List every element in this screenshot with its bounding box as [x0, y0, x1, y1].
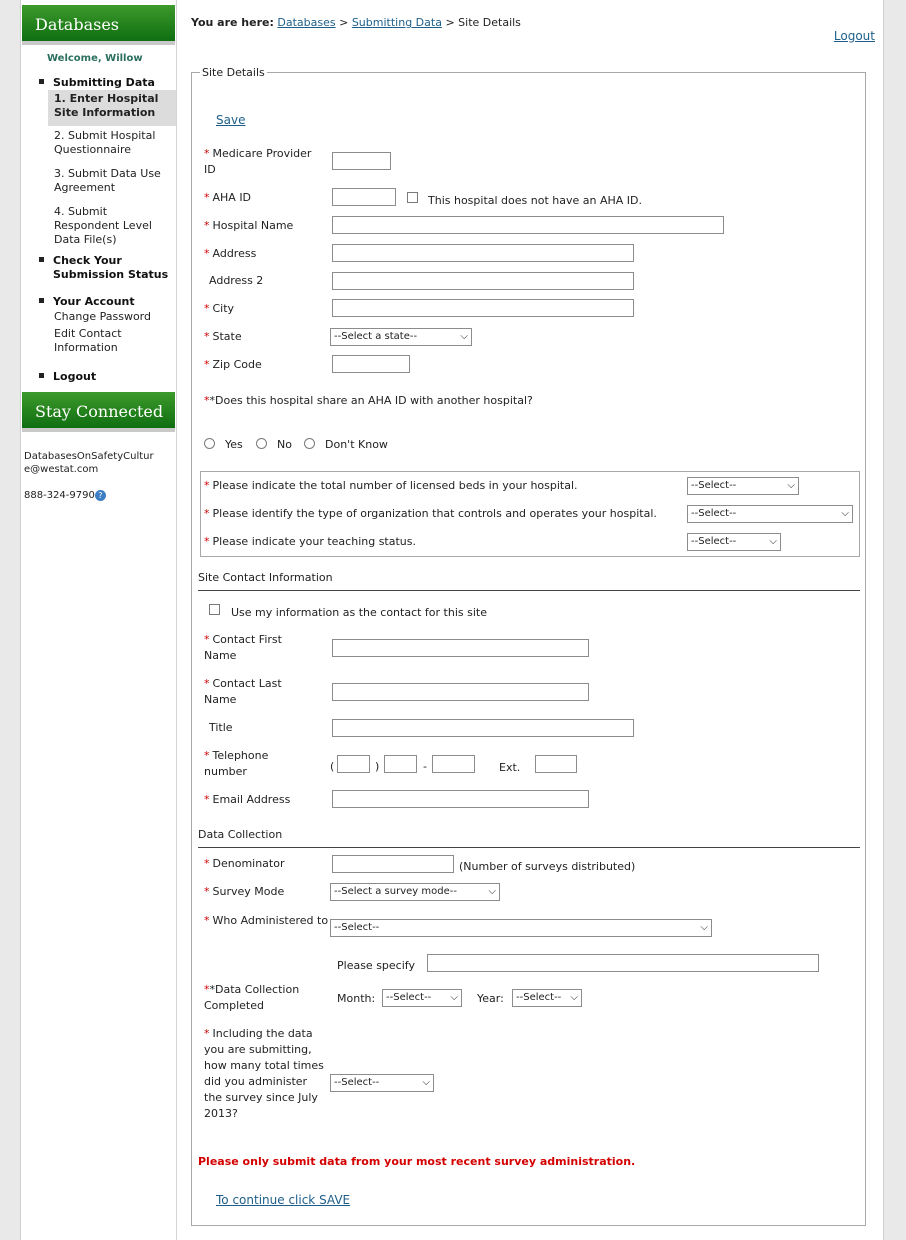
contact-section-title: Site Contact Information: [198, 571, 333, 584]
state-label: * State: [204, 330, 242, 343]
chevron-down-icon: ⌵: [450, 992, 458, 1003]
chevron-down-icon: ⌵: [422, 1077, 430, 1088]
state-select[interactable]: --Select a state-- ⌵: [330, 328, 472, 346]
survey-mode-select[interactable]: --Select a survey mode-- ⌵: [330, 883, 500, 901]
address-label: * Address: [204, 247, 257, 260]
first-name-input[interactable]: [332, 639, 589, 657]
crumb-sep: >: [445, 16, 455, 29]
share-no-radio[interactable]: [256, 438, 267, 449]
nav-logout[interactable]: Logout: [53, 370, 97, 383]
crumb-databases[interactable]: Databases: [277, 16, 336, 29]
last-name-input[interactable]: [332, 683, 589, 701]
crumb-sep: >: [339, 16, 349, 29]
warning-text: Please only submit data from your most recent survey administration.: [198, 1155, 636, 1168]
title-input[interactable]: [332, 719, 634, 737]
dc-completed-label: **Data Collection Completed: [204, 983, 300, 1012]
nav-submitting-data[interactable]: Submitting Data: [53, 76, 155, 89]
first-name-label: * Contact First Name: [204, 633, 282, 662]
phone-line-input[interactable]: [432, 755, 475, 773]
medicare-input[interactable]: [332, 152, 391, 170]
denominator-input[interactable]: [332, 855, 454, 873]
phone-dash: -: [423, 760, 427, 773]
org-type-question: * Please identify the type of organization that controls and operates your hospital.: [204, 507, 657, 520]
breadcrumb: [191, 16, 521, 29]
please-specify-label: Please specify: [337, 959, 415, 972]
nav-check-status[interactable]: Check Your Submission Status: [53, 254, 169, 281]
continue-save-link[interactable]: To continue click SAVE: [216, 1193, 351, 1207]
share-dont-know-label: Don't Know: [325, 438, 388, 451]
paren-open: (: [330, 760, 335, 773]
chevron-down-icon: ⌵: [841, 508, 849, 519]
databases-header: Databases: [22, 5, 175, 45]
nav-edit-contact[interactable]: Edit Contact Information: [54, 327, 122, 354]
chevron-down-icon: ⌵: [769, 536, 777, 547]
ext-input[interactable]: [535, 755, 577, 773]
chevron-down-icon: ⌵: [488, 886, 496, 897]
last-name-label: * Contact Last Name: [204, 677, 282, 706]
year-label: Year:: [477, 992, 504, 1005]
crumb-submitting-data[interactable]: Submitting Data: [351, 16, 442, 29]
medicare-label: * Medicare Provider ID: [204, 147, 312, 176]
share-yes-label: Yes: [225, 438, 243, 451]
chevron-down-icon: ⌵: [570, 992, 578, 1003]
share-no-label: No: [277, 438, 292, 451]
divider: [198, 847, 860, 848]
sidebar: [21, 0, 177, 1240]
denominator-label: * Denominator: [204, 857, 285, 870]
bullet-icon: [39, 298, 44, 303]
divider: [198, 590, 860, 591]
main-content: [191, 0, 883, 1240]
share-dont-know-radio[interactable]: [304, 438, 315, 449]
nav-step-4[interactable]: 4. Submit Respondent Level Data File(s): [54, 205, 152, 246]
stay-connected-header: Stay Connected: [22, 392, 175, 432]
hospital-name-label: * Hospital Name: [204, 219, 294, 232]
who-administered-select[interactable]: --Select-- ⌵: [330, 919, 712, 937]
hospital-characteristics-box: [200, 471, 860, 557]
bullet-icon: [39, 373, 44, 378]
address2-input[interactable]: [332, 272, 634, 290]
who-administered-label: * Who Administered to: [204, 914, 329, 927]
bullet-icon: [39, 257, 44, 262]
beds-select[interactable]: --Select-- ⌵: [687, 477, 799, 495]
no-aha-checkbox[interactable]: [407, 192, 418, 203]
share-aha-question: **Does this hospital share an AHA ID with another hospital?: [204, 394, 533, 407]
including-question: * Including the data you are submitting, how many total times did you administer the survey since July 2013?: [204, 1027, 324, 1120]
zip-input[interactable]: [332, 355, 410, 373]
page: [20, 0, 884, 1240]
hospital-name-input[interactable]: [332, 216, 724, 234]
chevron-down-icon: ⌵: [787, 480, 795, 491]
org-type-select[interactable]: --Select-- ⌵: [687, 505, 853, 523]
aha-input[interactable]: [332, 188, 396, 206]
paren-close: ): [375, 760, 380, 773]
nav-step-1[interactable]: 1. Enter Hospital Site Information: [54, 92, 159, 119]
month-select[interactable]: --Select-- ⌵: [382, 989, 462, 1007]
crumb-site-details: Site Details: [458, 16, 521, 29]
contact-phone: [24, 489, 106, 502]
help-icon[interactable]: ?: [95, 490, 106, 501]
chevron-down-icon: ⌵: [460, 331, 468, 342]
use-my-info-checkbox[interactable]: [209, 604, 220, 615]
bullet-icon: [39, 79, 44, 84]
save-link[interactable]: Save: [216, 113, 246, 127]
aha-label: * AHA ID: [204, 191, 252, 204]
contact-email[interactable]: DatabasesOnSafetyCulture@westat.com: [24, 451, 154, 475]
nav-your-account[interactable]: Your Account: [53, 295, 135, 308]
address-input[interactable]: [332, 244, 634, 262]
phone-number: 888-324-9790: [24, 490, 95, 501]
area-code-input[interactable]: [337, 755, 370, 773]
month-label: Month:: [337, 992, 376, 1005]
city-label: * City: [204, 302, 235, 315]
site-details-legend: Site Details: [202, 66, 265, 79]
address2-label: Address 2: [209, 274, 264, 287]
logout-link[interactable]: Logout: [833, 29, 875, 43]
nav-step-2[interactable]: 2. Submit Hospital Questionnaire: [54, 129, 156, 156]
denominator-note: (Number of surveys distributed): [459, 860, 636, 873]
you-are-here-label: You are here:: [191, 16, 274, 29]
teaching-question: * Please indicate your teaching status.: [204, 535, 416, 548]
survey-mode-label: * Survey Mode: [204, 885, 285, 898]
site-details-fieldset: [191, 66, 866, 1226]
nav-change-password[interactable]: Change Password: [54, 310, 151, 323]
zip-label: * Zip Code: [204, 358, 262, 371]
no-aha-label: This hospital does not have an AHA ID.: [428, 194, 642, 207]
welcome-text: Welcome, Willow: [47, 53, 143, 64]
chevron-down-icon: ⌵: [700, 922, 708, 933]
data-section-title: Data Collection: [198, 828, 283, 841]
telephone-label: * Telephone number: [204, 749, 269, 778]
use-my-info-label: Use my information as the contact for this site: [231, 606, 487, 619]
beds-question: * Please indicate the total number of licensed beds in your hospital.: [204, 479, 578, 492]
share-yes-radio[interactable]: [204, 438, 215, 449]
please-specify-input[interactable]: [427, 954, 819, 972]
nav-step-3[interactable]: 3. Submit Data Use Agreement: [54, 167, 161, 194]
ext-label: Ext.: [499, 761, 521, 774]
title-label: Title: [209, 721, 233, 734]
phone-prefix-input[interactable]: [384, 755, 417, 773]
times-administered-select[interactable]: --Select-- ⌵: [330, 1074, 434, 1092]
email-label: * Email Address: [204, 793, 291, 806]
year-select[interactable]: --Select-- ⌵: [512, 989, 582, 1007]
email-input[interactable]: [332, 790, 589, 808]
teaching-select[interactable]: --Select-- ⌵: [687, 533, 781, 551]
city-input[interactable]: [332, 299, 634, 317]
